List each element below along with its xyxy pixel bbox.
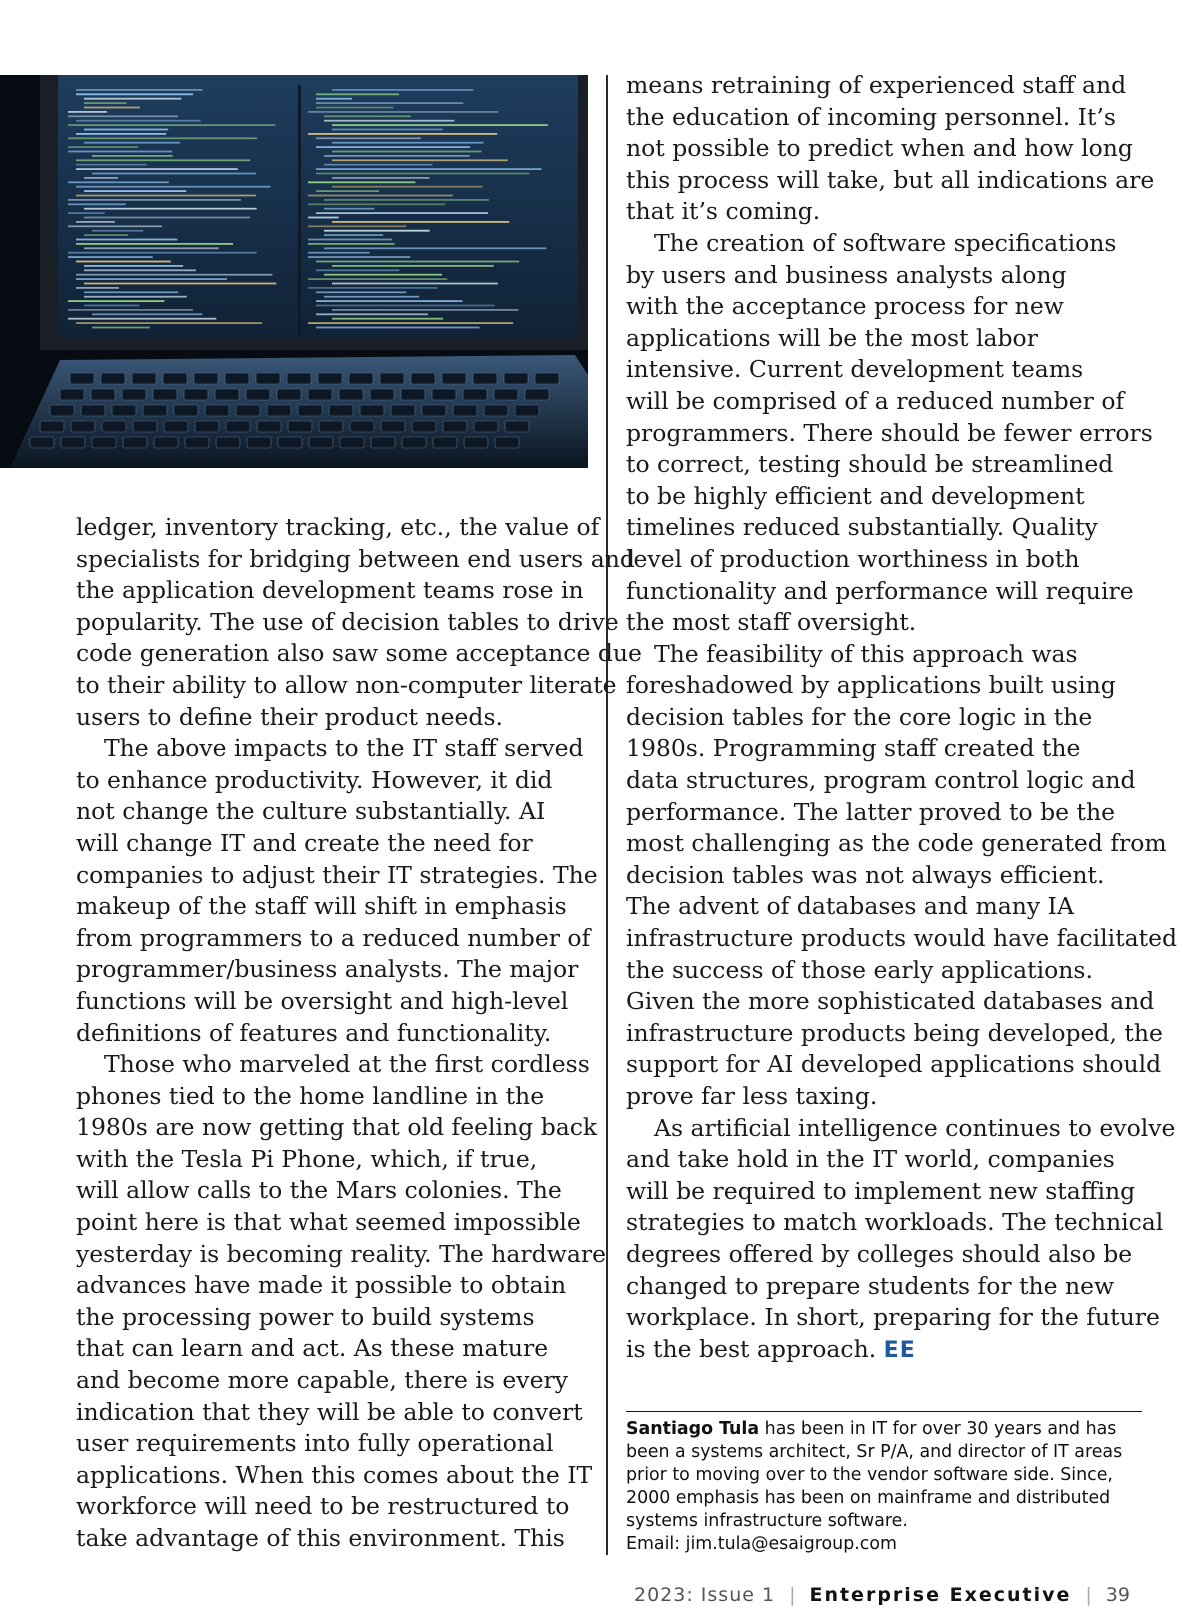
line-text: The above impacts to the IT staff served bbox=[104, 734, 584, 763]
line-text: popularity. The use of decision tables to drive bbox=[76, 607, 619, 636]
line-text: and take hold in the IT world, companies bbox=[626, 1145, 1115, 1174]
left-column-line bbox=[76, 860, 596, 892]
right-column-line bbox=[626, 670, 1146, 702]
left-column-line bbox=[76, 670, 617, 702]
issue-label: 2023: Issue 1 bbox=[634, 1584, 776, 1606]
column-divider bbox=[606, 75, 608, 1555]
line-text: will allow calls to the Mars colonies. The bbox=[76, 1176, 562, 1205]
right-column-line bbox=[626, 797, 1146, 829]
left-column-line bbox=[76, 1144, 596, 1176]
line-text: infrastructure products would have facilitated bbox=[626, 924, 1178, 953]
right-column-line bbox=[626, 860, 1146, 892]
line-text: makeup of the staff will shift in emphasis bbox=[76, 892, 567, 921]
right-column-line bbox=[626, 449, 1146, 481]
right-column-line bbox=[626, 765, 1146, 797]
bio-email: Email: jim.tula@esaigroup.com bbox=[626, 1534, 897, 1554]
right-column-line bbox=[626, 1049, 1162, 1081]
left-column-line bbox=[76, 986, 596, 1018]
right-column-line bbox=[626, 576, 1146, 608]
line-text: definitions of features and functionality. bbox=[76, 1018, 552, 1047]
line-text: most challenging as the code generated from bbox=[626, 829, 1167, 858]
line-text: will change IT and create the need for bbox=[76, 828, 533, 857]
line-text: that can learn and act. As these mature bbox=[76, 1334, 549, 1363]
line-text: code generation also saw some acceptance due bbox=[76, 639, 642, 668]
right-column-line bbox=[626, 165, 1155, 197]
line-text: 1980s. Programming staff created the bbox=[626, 734, 1081, 763]
right-column-line bbox=[626, 955, 1146, 987]
right-column-line bbox=[626, 1334, 1146, 1367]
line-text: will be required to implement new staffing bbox=[626, 1176, 1136, 1205]
line-text: functions will be oversight and high-level bbox=[76, 986, 569, 1015]
right-column-line bbox=[626, 196, 1146, 228]
left-column-line bbox=[76, 1175, 596, 1207]
left-column-line bbox=[76, 1018, 596, 1050]
line-text: ledger, inventory tracking, etc., the value of bbox=[76, 513, 600, 541]
laptop-code-photo bbox=[0, 75, 588, 468]
article-left-column bbox=[76, 512, 642, 1555]
right-column-line bbox=[626, 291, 1146, 323]
left-column-line bbox=[76, 607, 619, 639]
left-column-line bbox=[76, 1302, 596, 1334]
line-text: decision tables was not always efficient. bbox=[626, 860, 1105, 889]
line-text: indication that they will be able to convert bbox=[76, 1397, 583, 1426]
right-column-line bbox=[626, 70, 1146, 102]
right-column-line bbox=[626, 323, 1146, 355]
left-column-line bbox=[76, 702, 596, 734]
line-text: strategies to match workloads. The technical bbox=[626, 1208, 1164, 1237]
left-column-line bbox=[76, 891, 596, 923]
left-column-line bbox=[76, 1491, 596, 1523]
line-text: The feasibility of this approach was bbox=[654, 639, 1078, 668]
left-column-line bbox=[76, 828, 596, 860]
bio-line: been a systems architect, Sr P/A, and director of IT areas bbox=[626, 1442, 1123, 1462]
left-column-line bbox=[76, 1239, 606, 1271]
line-text: data structures, program control logic and bbox=[626, 766, 1136, 795]
line-text: 1980s are now getting that old feeling back bbox=[76, 1113, 598, 1142]
left-column-line bbox=[76, 638, 642, 670]
line-text: user requirements into fully operational bbox=[76, 1429, 554, 1458]
line-text: programmers. There should be fewer errors bbox=[626, 418, 1153, 447]
line-text: not possible to predict when and how long bbox=[626, 134, 1133, 163]
line-text: applications will be the most labor bbox=[626, 323, 1038, 352]
right-column-line bbox=[626, 639, 1146, 671]
line-text: to their ability to allow non-computer literate bbox=[76, 670, 617, 699]
line-text: level of production worthiness in both bbox=[626, 544, 1080, 573]
right-column-line bbox=[626, 1018, 1163, 1050]
author-name: Santiago Tula bbox=[626, 1419, 760, 1439]
line-text: timelines reduced substantially. Quality bbox=[626, 513, 1098, 542]
line-text: workforce will need to be restructured to bbox=[76, 1492, 570, 1521]
left-column-line bbox=[76, 512, 600, 544]
article-right-column bbox=[626, 70, 1178, 1366]
line-text: that it’s coming. bbox=[626, 197, 821, 226]
right-column-line bbox=[626, 891, 1146, 923]
line-text: advances have made it possible to obtain bbox=[76, 1271, 567, 1300]
line-text: As artificial intelligence continues to evolve bbox=[654, 1113, 1176, 1142]
bio-first-line-rest: has been in IT for over 30 years and has bbox=[759, 1419, 1117, 1439]
right-column-line bbox=[626, 1176, 1146, 1208]
line-text: not change the culture substantially. AI bbox=[76, 797, 546, 826]
line-text: means retraining of experienced staff and bbox=[626, 71, 1127, 99]
bio-line: prior to moving over to the vendor software side. Since, bbox=[626, 1465, 1113, 1485]
bio-rule bbox=[626, 1411, 1142, 1412]
line-text: prove far less taxing. bbox=[626, 1082, 878, 1110]
line-text: the education of incoming personnel. It’s bbox=[626, 102, 1116, 131]
line-text: The creation of software specifications bbox=[654, 228, 1117, 257]
line-text: intensive. Current development teams bbox=[626, 355, 1084, 384]
left-column-line bbox=[76, 796, 596, 828]
right-column-line bbox=[626, 702, 1146, 734]
left-column-line bbox=[76, 1049, 596, 1081]
right-column-line bbox=[626, 418, 1153, 450]
line-text: users to define their product needs. bbox=[76, 702, 503, 731]
right-column-line bbox=[626, 481, 1146, 513]
line-text: the application development teams rose in bbox=[76, 576, 584, 605]
line-text: point here is that what seemed impossible bbox=[76, 1208, 581, 1237]
right-column-line bbox=[626, 102, 1146, 134]
line-text: Given the more sophisticated databases and bbox=[626, 987, 1155, 1016]
line-text: workplace. In short, preparing for the future bbox=[626, 1303, 1160, 1332]
line-text: performance. The latter proved to be the bbox=[626, 797, 1116, 826]
line-text: yesterday is becoming reality. The hardware bbox=[76, 1239, 606, 1268]
left-column-line bbox=[76, 544, 635, 576]
line-text: with the Tesla Pi Phone, which, if true, bbox=[76, 1144, 538, 1173]
line-text: to correct, testing should be streamlined bbox=[626, 450, 1114, 479]
left-column-line bbox=[76, 733, 596, 765]
line-text: the most staff oversight. bbox=[626, 608, 917, 637]
footer-separator-1: | bbox=[789, 1584, 796, 1606]
line-text: foreshadowed by applications built using bbox=[626, 671, 1116, 700]
line-text: by users and business analysts along bbox=[626, 260, 1067, 289]
line-text: companies to adjust their IT strategies. The bbox=[76, 860, 598, 889]
line-text: the success of those early applications. bbox=[626, 955, 1093, 984]
line-text: programmer/business analysts. The major bbox=[76, 955, 579, 984]
right-column-line bbox=[626, 386, 1146, 418]
line-text: degrees offered by colleges should also be bbox=[626, 1239, 1133, 1268]
magazine-name: Enterprise Executive bbox=[809, 1584, 1072, 1606]
bio-line: systems infrastructure software. bbox=[626, 1511, 908, 1531]
line-text: phones tied to the home landline in the bbox=[76, 1081, 545, 1110]
right-column-line bbox=[626, 1144, 1146, 1176]
right-column-line bbox=[626, 733, 1146, 765]
left-column-line bbox=[76, 954, 596, 986]
line-text: infrastructure products being developed, the bbox=[626, 1018, 1163, 1047]
left-column-line bbox=[76, 1428, 596, 1460]
line-text: take advantage of this environment. This bbox=[76, 1524, 565, 1552]
right-column-line bbox=[626, 607, 1146, 639]
right-column-line bbox=[626, 1113, 1176, 1145]
left-column-line bbox=[76, 575, 596, 607]
line-text: with the acceptance process for new bbox=[626, 292, 1064, 321]
right-column-line bbox=[626, 133, 1146, 165]
line-text: decision tables for the core logic in the bbox=[626, 702, 1093, 731]
author-bio bbox=[626, 1418, 1146, 1556]
left-column-line bbox=[76, 1112, 596, 1144]
left-column-line bbox=[76, 1333, 596, 1365]
bio-line: 2000 emphasis has been on mainframe and distributed bbox=[626, 1488, 1111, 1508]
line-text: The advent of databases and many IA bbox=[626, 892, 1074, 921]
line-text: specialists for bridging between end users and bbox=[76, 544, 635, 573]
right-column-line bbox=[626, 354, 1146, 386]
line-text: and become more capable, there is every bbox=[76, 1366, 568, 1395]
left-column-line bbox=[76, 1397, 596, 1429]
line-text: support for AI developed applications should bbox=[626, 1050, 1162, 1079]
line-text: to be highly efficient and development bbox=[626, 481, 1085, 510]
right-column-line bbox=[626, 512, 1146, 544]
line-text: applications. When this comes about the IT bbox=[76, 1460, 593, 1489]
right-column-line bbox=[626, 986, 1155, 1018]
bio-first-line bbox=[626, 1418, 1146, 1441]
page-footer bbox=[634, 1584, 1130, 1606]
line-text: to enhance productivity. However, it did bbox=[76, 765, 553, 794]
right-column-line bbox=[626, 828, 1167, 860]
right-column-line bbox=[626, 1302, 1160, 1334]
left-column-line bbox=[76, 765, 596, 797]
right-column-line bbox=[626, 228, 1146, 260]
line-text: functionality and performance will require bbox=[626, 576, 1134, 605]
right-column-line bbox=[626, 1207, 1164, 1239]
left-column-line bbox=[76, 1270, 596, 1302]
left-column-line bbox=[76, 1207, 596, 1239]
line-text: the processing power to build systems bbox=[76, 1302, 535, 1331]
left-column-line bbox=[76, 1460, 596, 1492]
right-column-line bbox=[626, 260, 1146, 292]
line-text: will be comprised of a reduced number of bbox=[626, 386, 1125, 415]
left-column-line bbox=[76, 1081, 596, 1113]
left-column-line bbox=[76, 1523, 596, 1555]
right-column-line bbox=[626, 544, 1146, 576]
right-column-line bbox=[626, 1239, 1146, 1271]
line-text: is the best approach. bbox=[626, 1334, 877, 1363]
line-text: from programmers to a reduced number of bbox=[76, 923, 591, 952]
right-column-line bbox=[626, 923, 1178, 955]
left-column-line bbox=[76, 923, 596, 955]
line-text: this process will take, but all indications are bbox=[626, 165, 1155, 194]
left-column-line bbox=[76, 1365, 596, 1397]
right-column-line bbox=[626, 1081, 1146, 1113]
end-mark-logo: EE bbox=[883, 1337, 916, 1363]
page-number: 39 bbox=[1105, 1584, 1130, 1606]
line-text: changed to prepare students for the new bbox=[626, 1271, 1115, 1300]
footer-separator-2: | bbox=[1085, 1584, 1092, 1606]
right-column-line bbox=[626, 1271, 1146, 1303]
line-text: Those who marveled at the first cordless bbox=[104, 1050, 590, 1079]
